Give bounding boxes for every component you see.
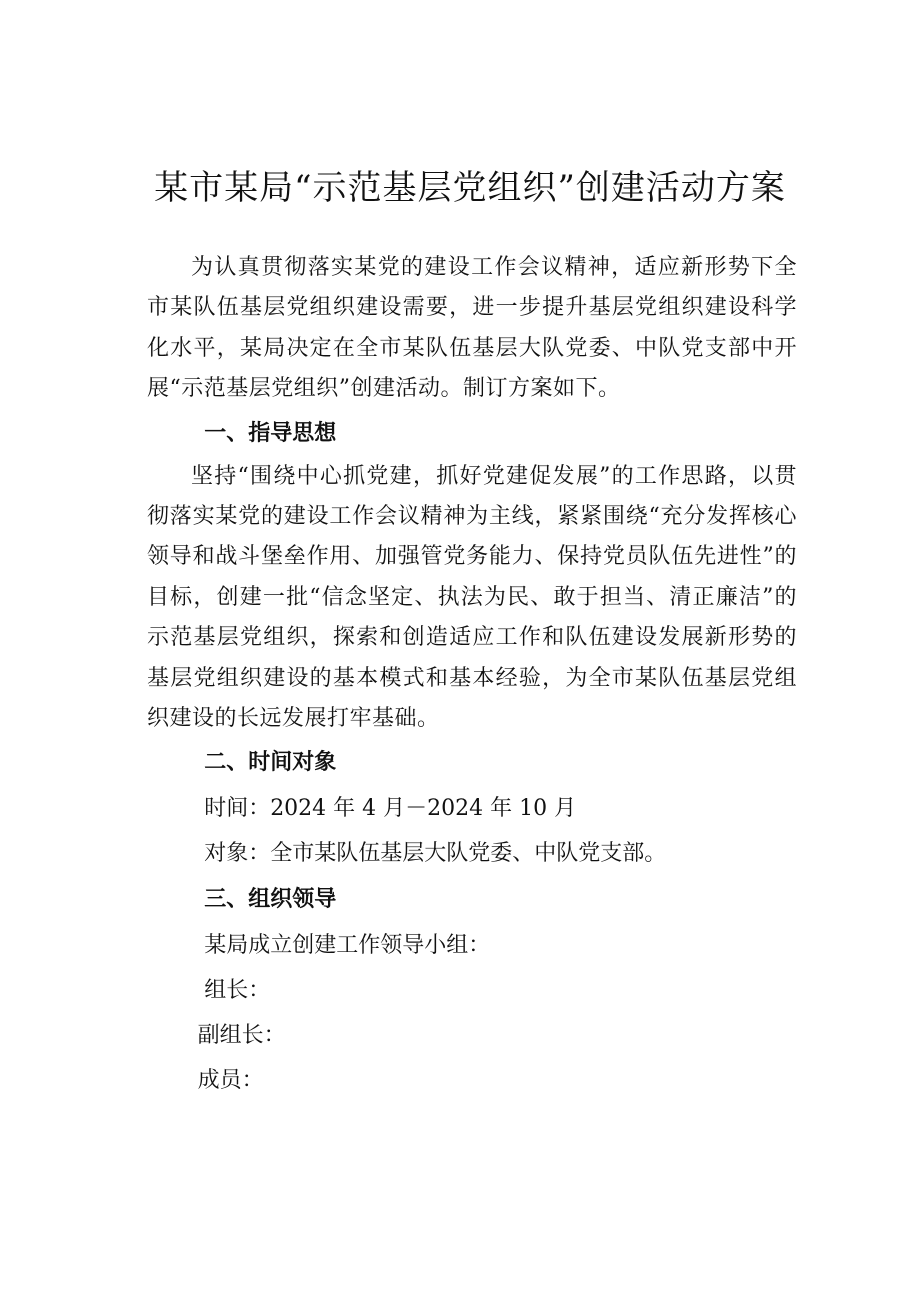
members-line: 成员： [197, 1068, 264, 1094]
target-line: 对象：全市某队伍基层大队党委、中队党支部。 [204, 841, 667, 867]
time-line: 时间：2024 年 4 月－2024 年 10 月 [204, 796, 577, 822]
deputy-leader-line: 副组长： [197, 1023, 286, 1049]
guiding-ideology-paragraph: 坚持“围绕中心抓党建，抓好党建促发展”的工作思路，以贯彻落实某党的建设工作会议精神为主线，紧紧围绕“充分发挥核心领导和战斗堡垒作用、加强管党务能力、保持党员队伍先进性”的目标，创建一批“信念坚定、执法为民、敢于担当、清正廉洁”的示范基层党组织，探索和创造适应工作和队伍建设发展新形势的基层党组织建设的基本模式和基本经验，为全市某队伍基层党组织建设的长远发展打牢基础。 [147, 463, 797, 732]
leading-group-line: 某局成立创建工作领导小组： [204, 933, 491, 959]
intro-paragraph: 为认真贯彻落实某党的建设工作会议精神，适应新形势下全市某队伍基层党组织建设需要，进一步提升基层党组织建设科学化水平，某局决定在全市某队伍基层大队党委、中队党支部中开展“示范基层党组织”创建活动。制订方案如下。 [147, 255, 797, 402]
section-heading-guiding-ideology: 一、指导思想 [204, 420, 337, 446]
section-heading-time-target: 二、时间对象 [204, 750, 337, 776]
section-heading-organization: 三、组织领导 [204, 887, 337, 913]
document-body [147, 248, 797, 1103]
document-title: 某市某局“示范基层党组织”创建活动方案 [154, 168, 786, 208]
group-leader-line: 组长： [204, 978, 271, 1004]
